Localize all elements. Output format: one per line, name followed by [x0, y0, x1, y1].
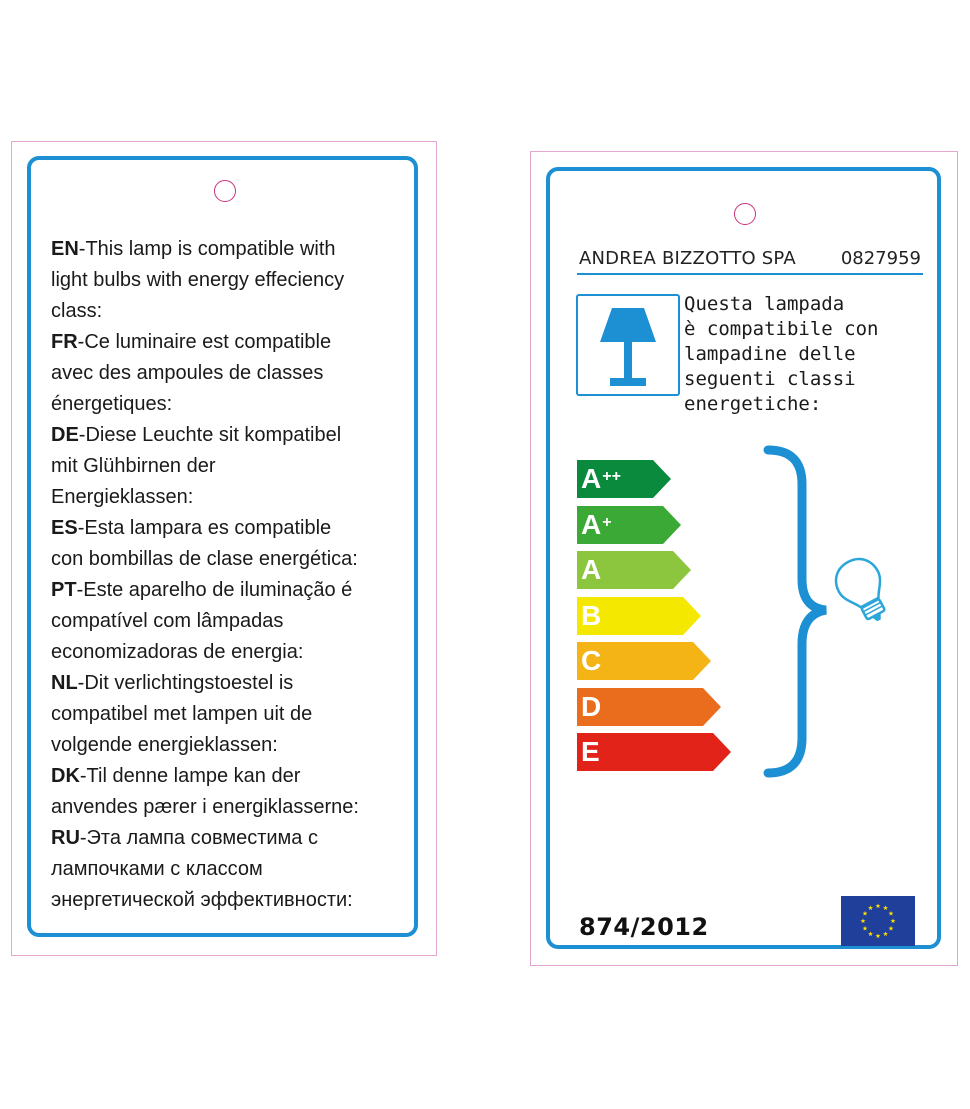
lang-block-nl	[51, 668, 411, 761]
lang-line-text: -Эта лампа совместима с	[79, 827, 318, 849]
light-bulb-icon	[834, 554, 894, 630]
energy-class-label	[581, 734, 600, 770]
energy-class-letter: A	[581, 463, 602, 494]
energy-class-c	[577, 642, 711, 680]
energy-class-label	[581, 507, 612, 543]
lang-line	[51, 265, 411, 296]
energy-class-e	[577, 733, 731, 771]
energy-class-b	[577, 597, 701, 635]
lang-line	[51, 482, 411, 513]
lang-line	[51, 234, 411, 265]
lang-line	[51, 296, 411, 327]
company-name: ANDREA BIZZOTTO SPA	[579, 248, 796, 269]
lang-code: DK	[51, 765, 80, 787]
lang-line-text: -Dit verlichtingstoestel is	[77, 672, 294, 694]
lang-line	[51, 761, 411, 792]
lang-line	[51, 513, 411, 544]
italian-line: seguenti classi	[684, 368, 856, 390]
lang-line-text: Energieklassen:	[51, 486, 194, 508]
right-energy-tag	[546, 167, 941, 949]
lang-code: RU	[51, 827, 80, 849]
lang-line-text: -Til denne lampe kan der	[79, 765, 301, 787]
energy-class-a	[577, 551, 691, 589]
lang-line	[51, 885, 411, 916]
energy-class-label	[581, 552, 601, 588]
lang-block-fr	[51, 327, 411, 420]
lang-block-en	[51, 234, 411, 327]
lang-line-text: лампочками с классом	[51, 858, 263, 880]
curly-brace-icon	[762, 444, 832, 779]
italian-line: è compatibile con	[684, 318, 879, 340]
product-code: 0827959	[840, 248, 921, 269]
energy-class-ap	[577, 506, 681, 544]
lang-line-text: -This lamp is compatible with	[78, 238, 336, 260]
lang-line	[51, 358, 411, 389]
lang-line	[51, 575, 411, 606]
lang-line-text: class:	[51, 300, 103, 322]
lang-code: DE	[51, 424, 79, 446]
compatibility-text-it	[684, 292, 924, 417]
lang-line	[51, 451, 411, 482]
lang-line	[51, 544, 411, 575]
header-line	[577, 245, 923, 275]
italian-line: lampadine delle	[684, 343, 856, 365]
lang-code: EN	[51, 238, 79, 260]
italian-line: energetiche:	[684, 393, 822, 415]
lang-line	[51, 668, 411, 699]
lang-line	[51, 699, 411, 730]
energy-class-letter: E	[581, 736, 600, 767]
lang-code: PT	[51, 579, 77, 601]
lang-line-text: economizadoras de energia:	[51, 641, 304, 663]
energy-class-d	[577, 688, 721, 726]
energy-class-label	[581, 643, 601, 679]
lang-block-pt	[51, 575, 411, 668]
energy-class-letter: D	[581, 690, 602, 722]
lang-line	[51, 854, 411, 885]
lang-block-ru	[51, 823, 411, 916]
lang-block-dk	[51, 761, 411, 823]
lang-block-de	[51, 420, 411, 513]
energy-class-app	[577, 460, 671, 498]
regulation-number: 874/2012	[579, 913, 709, 941]
lang-line-text: compatível com lâmpadas	[51, 610, 284, 632]
lang-line	[51, 389, 411, 420]
lang-line-text: compatibel met lampen uit de	[51, 703, 313, 725]
energy-class-label	[581, 598, 601, 634]
lang-line	[51, 637, 411, 668]
lang-line-text: anvendes pærer i energiklasserne:	[51, 796, 359, 818]
hang-hole-icon	[214, 180, 236, 202]
lang-line-text: volgende energieklassen:	[51, 734, 278, 756]
lang-code: ES	[51, 517, 78, 539]
lang-line-text: light bulbs with energy effeciency	[51, 269, 345, 291]
lang-block-es	[51, 513, 411, 575]
energy-class-label	[581, 461, 621, 497]
energy-class-label	[581, 689, 601, 725]
lang-line-text: -Diese Leuchte sit kompatibel	[78, 424, 342, 446]
energy-class-letter: A	[581, 508, 602, 540]
lang-code: NL	[51, 672, 78, 694]
energy-class-letter: C	[581, 645, 602, 676]
lang-line-text: con bombillas de clase energética:	[51, 548, 358, 570]
multilingual-text	[51, 234, 411, 916]
energy-class-plus: +	[602, 513, 612, 531]
lang-line	[51, 420, 411, 451]
left-label-tag	[27, 156, 418, 937]
energy-class-plus: ++	[602, 468, 621, 485]
eu-flag-icon	[841, 896, 915, 946]
energy-class-letter: B	[581, 599, 602, 631]
lang-line-text: énergetiques:	[51, 393, 173, 415]
lang-line	[51, 823, 411, 854]
italian-line: Questa lampada	[684, 293, 845, 315]
lang-line-text: avec des ampoules de classes	[51, 362, 324, 384]
lang-line-text: энергетической эффективности:	[51, 889, 353, 911]
lang-line	[51, 606, 411, 637]
lang-line-text: -Esta lampara es compatible	[77, 517, 332, 539]
lang-line-text: -Ce luminaire est compatible	[77, 331, 332, 353]
table-lamp-icon	[576, 294, 680, 396]
lang-line-text: -Este aparelho de iluminação é	[76, 579, 353, 601]
lang-code: FR	[51, 331, 78, 353]
lang-line-text: mit Glühbirnen der	[51, 455, 216, 477]
lang-line	[51, 792, 411, 823]
lang-line	[51, 327, 411, 358]
energy-class-letter: A	[581, 554, 602, 585]
hang-hole-icon	[734, 203, 756, 225]
lang-line	[51, 730, 411, 761]
